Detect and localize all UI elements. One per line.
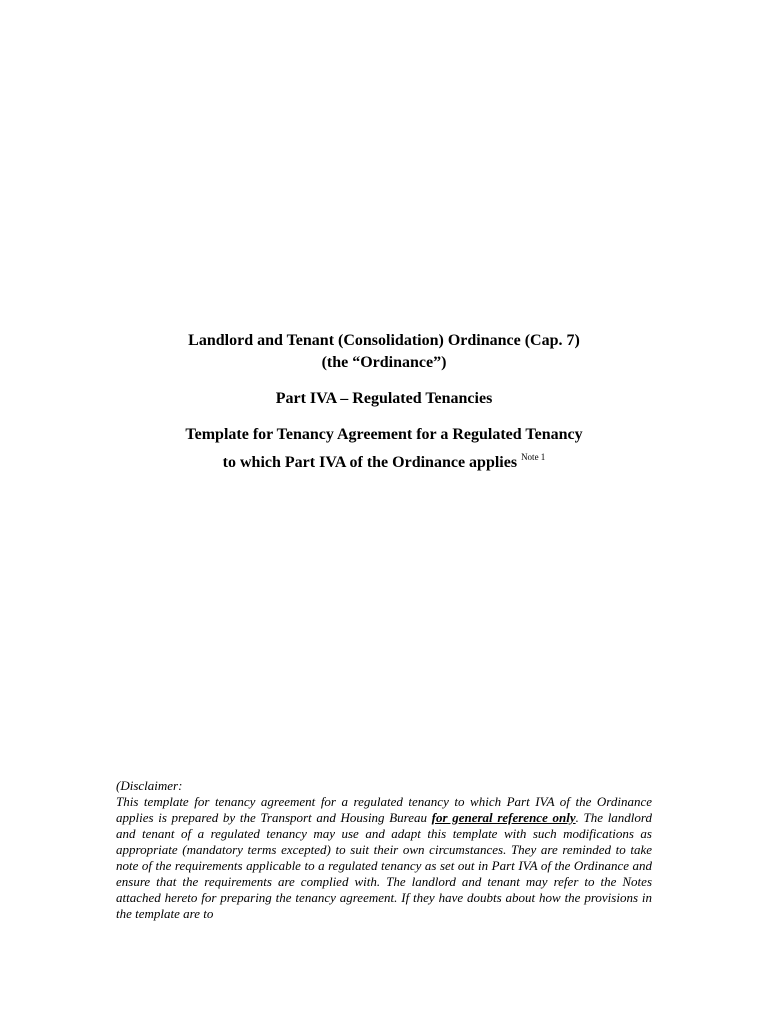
part-heading: Part IVA – Regulated Tenancies xyxy=(275,390,493,407)
general-reference-emphasis: for general reference only xyxy=(431,810,576,825)
disclaimer-text-2: . The landlord and tenant of a regulated tenancy may use and adapt this template with such modifications as appropriate (mandatory terms excepted) to suit their own circumstances. They are reminded to take note of the requirements applicable to a regulated tenancy as set out in Part IVA of the Ordinance and ensure that the requirements are complied with. The landlord and tenant may refer to the Notes attached hereto for preparing the tenancy agreement. If they have doubts about how the provisions in the template are to xyxy=(116,810,652,921)
disclaimer-text-1: This template for tenancy agreement for a regulated tenancy to which Part IVA of the Ordinance applies is prepared by the Transport and Housing Bureau xyxy=(116,794,652,825)
ordinance-short-name: (the “Ordinance”) xyxy=(321,354,447,371)
note-reference: Note 1 xyxy=(521,452,546,462)
template-title-text: to which Part IVA of the Ordinance applies xyxy=(222,454,518,471)
template-title-line-2 xyxy=(0,446,768,474)
title-block xyxy=(0,330,768,474)
disclaimer-body xyxy=(116,794,652,922)
disclaimer-heading: (Disclaimer: xyxy=(116,778,183,793)
disclaimer xyxy=(116,778,652,922)
template-title-line-1: Template for Tenancy Agreement for a Regulated Tenancy xyxy=(185,426,583,443)
ordinance-title: Landlord and Tenant (Consolidation) Ordinance (Cap. 7) xyxy=(188,332,580,349)
